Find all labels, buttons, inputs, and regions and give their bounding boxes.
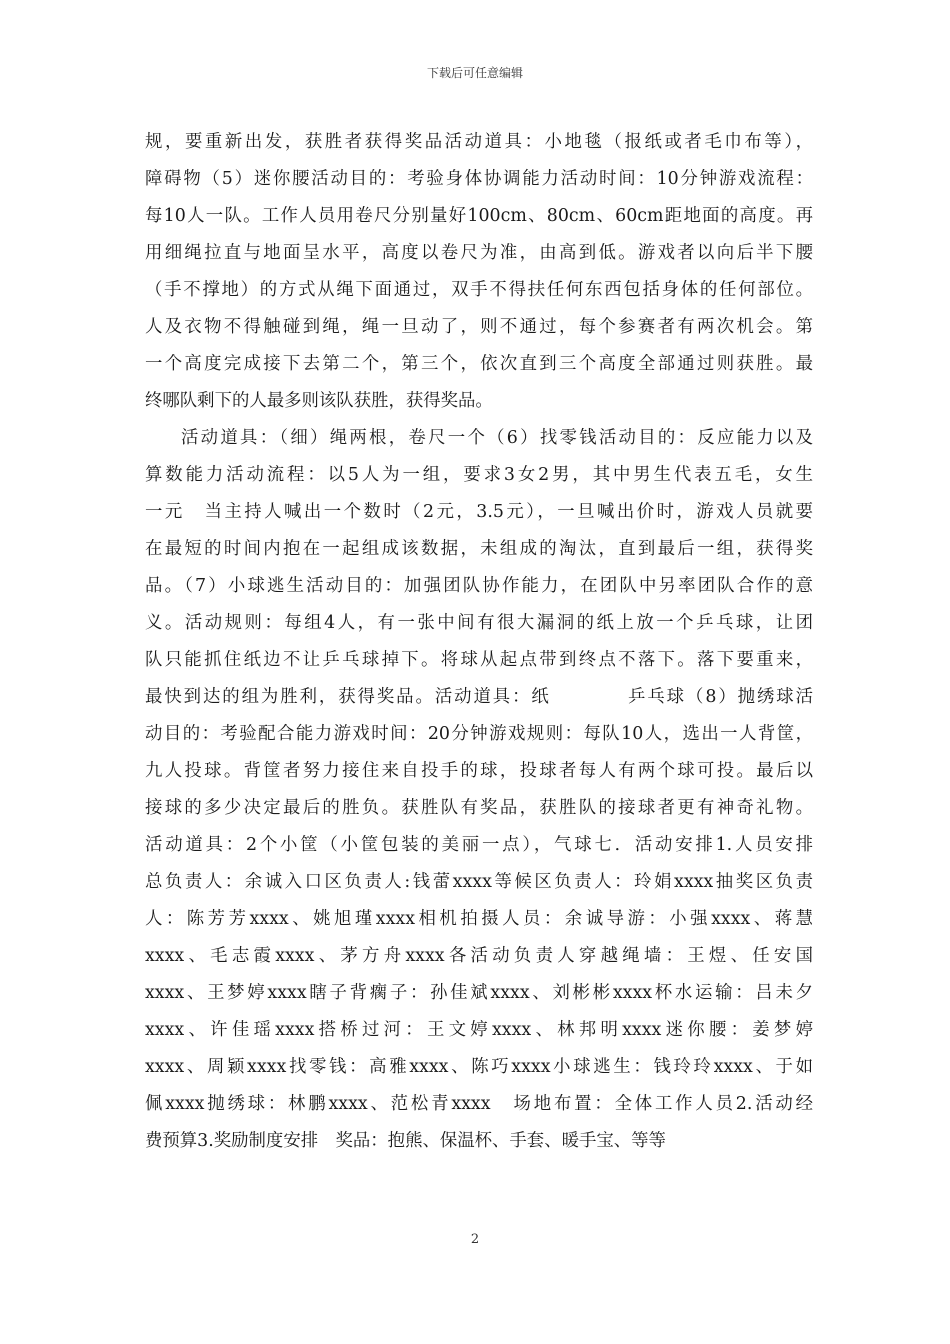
text-line: （手不撑地）的方式从绳下面通过，双手不得扶任何东西包括身体的任何部位。 [145,280,813,300]
text-line: 规，要重新出发，获胜者获得奖品活动道具：小地毯（报纸或者毛巾布等）， [145,132,813,152]
text-line: 接球的多少决定最后的胜负。获胜队有奖品，获胜队的接球者更有神奇礼物。 [145,798,813,818]
page-number: 2 [470,1232,480,1247]
text-line: xxxx、许佳瑶xxxx搭桥过河：王文婷xxxx、林邦明xxxx迷你腰：姜梦婷 [145,1020,813,1040]
text-line: 障碍物（5）迷你腰活动目的：考验身体协调能力活动时间：10分钟游戏流程： [145,169,813,189]
text-line: 动目的：考验配合能力游戏时间：20分钟游戏规则：每队10人，选出一人背筐， [145,724,813,744]
text-line: 最快到达的组为胜利，获得奖品。活动道具：纸 乒乓球（8）抛绣球活 [145,687,813,707]
text-line: xxxx、王梦婷xxxx瞎子背瘸子：孙佳斌xxxx、刘彬彬xxxx杯水运输：吕未夕 [145,983,813,1003]
text-line: 佩xxxx抛绣球：林鹏xxxx、范松青xxxx 场地布置：全体工作人员2.活动经 [145,1094,813,1114]
text-line: 人：陈芳芳xxxx、姚旭瑾xxxx相机拍摄人员：余诚导游：小强xxxx、蒋慧 [145,909,813,929]
text-line: 算数能力活动流程：以5人为一组，要求3女2男，其中男生代表五毛，女生 [145,465,813,485]
text-line: 队只能抓住纸边不让乒乓球掉下。将球从起点带到终点不落下。落下要重来， [145,650,813,670]
page-header: 下载后可任意编辑 [426,66,523,80]
text-line: 义。活动规则：每组4人，有一张中间有很大漏洞的纸上放一个乒乓球，让团 [145,613,813,633]
text-line: 一个高度完成接下去第二个，第三个，依次直到三个高度全部通过则获胜。最 [145,354,813,374]
text-line: 每10人一队。工作人员用卷尺分别量好100cm、80cm、60cm距地面的高度。再 [145,206,813,226]
text-line: 在最短的时间内抱在一起组成该数据，未组成的淘汰，直到最后一组，获得奖 [145,539,813,559]
text-line: xxxx、毛志霞xxxx、茅方舟xxxx各活动负责人穿越绳墙：王煜、任安国 [145,946,813,966]
text-line: 用细绳拉直与地面呈水平，高度以卷尺为准，由高到低。游戏者以向后半下腰 [145,243,813,263]
document-body [145,124,813,1160]
text-line: 活动道具：2个小筐（小筐包装的美丽一点），气球七．活动安排1.人员安排 [145,835,813,855]
text-line: 一元 当主持人喊出一个数时（2元，3.5元），一旦喊出价时，游戏人员就要 [145,502,813,522]
text-line: 费预算3.奖励制度安排 奖品：抱熊、保温杯、手套、暖手宝、等等 [145,1131,666,1151]
text-line: 终哪队剩下的人最多则该队获胜，获得奖品。 [145,391,493,411]
text-line: 总负责人：余诚入口区负责人:钱蕾xxxx等候区负责人：玲娟xxxx抽奖区负责 [145,872,813,892]
text-line: 人及衣物不得触碰到绳，绳一旦动了，则不通过，每个参赛者有两次机会。第 [145,317,813,337]
text-line: 活动道具：（细）绳两根，卷尺一个（6）找零钱活动目的：反应能力以及 [181,428,813,448]
text-line: 品。（7）小球逃生活动目的：加强团队协作能力，在团队中另率团队合作的意 [145,576,813,596]
text-line: 九人投球。背筐者努力接住来自投手的球，投球者每人有两个球可投。最后以 [145,761,813,781]
text-line: xxxx、周颖xxxx找零钱：高雅xxxx、陈巧xxxx小球逃生：钱玲玲xxxx、于如 [145,1057,813,1077]
